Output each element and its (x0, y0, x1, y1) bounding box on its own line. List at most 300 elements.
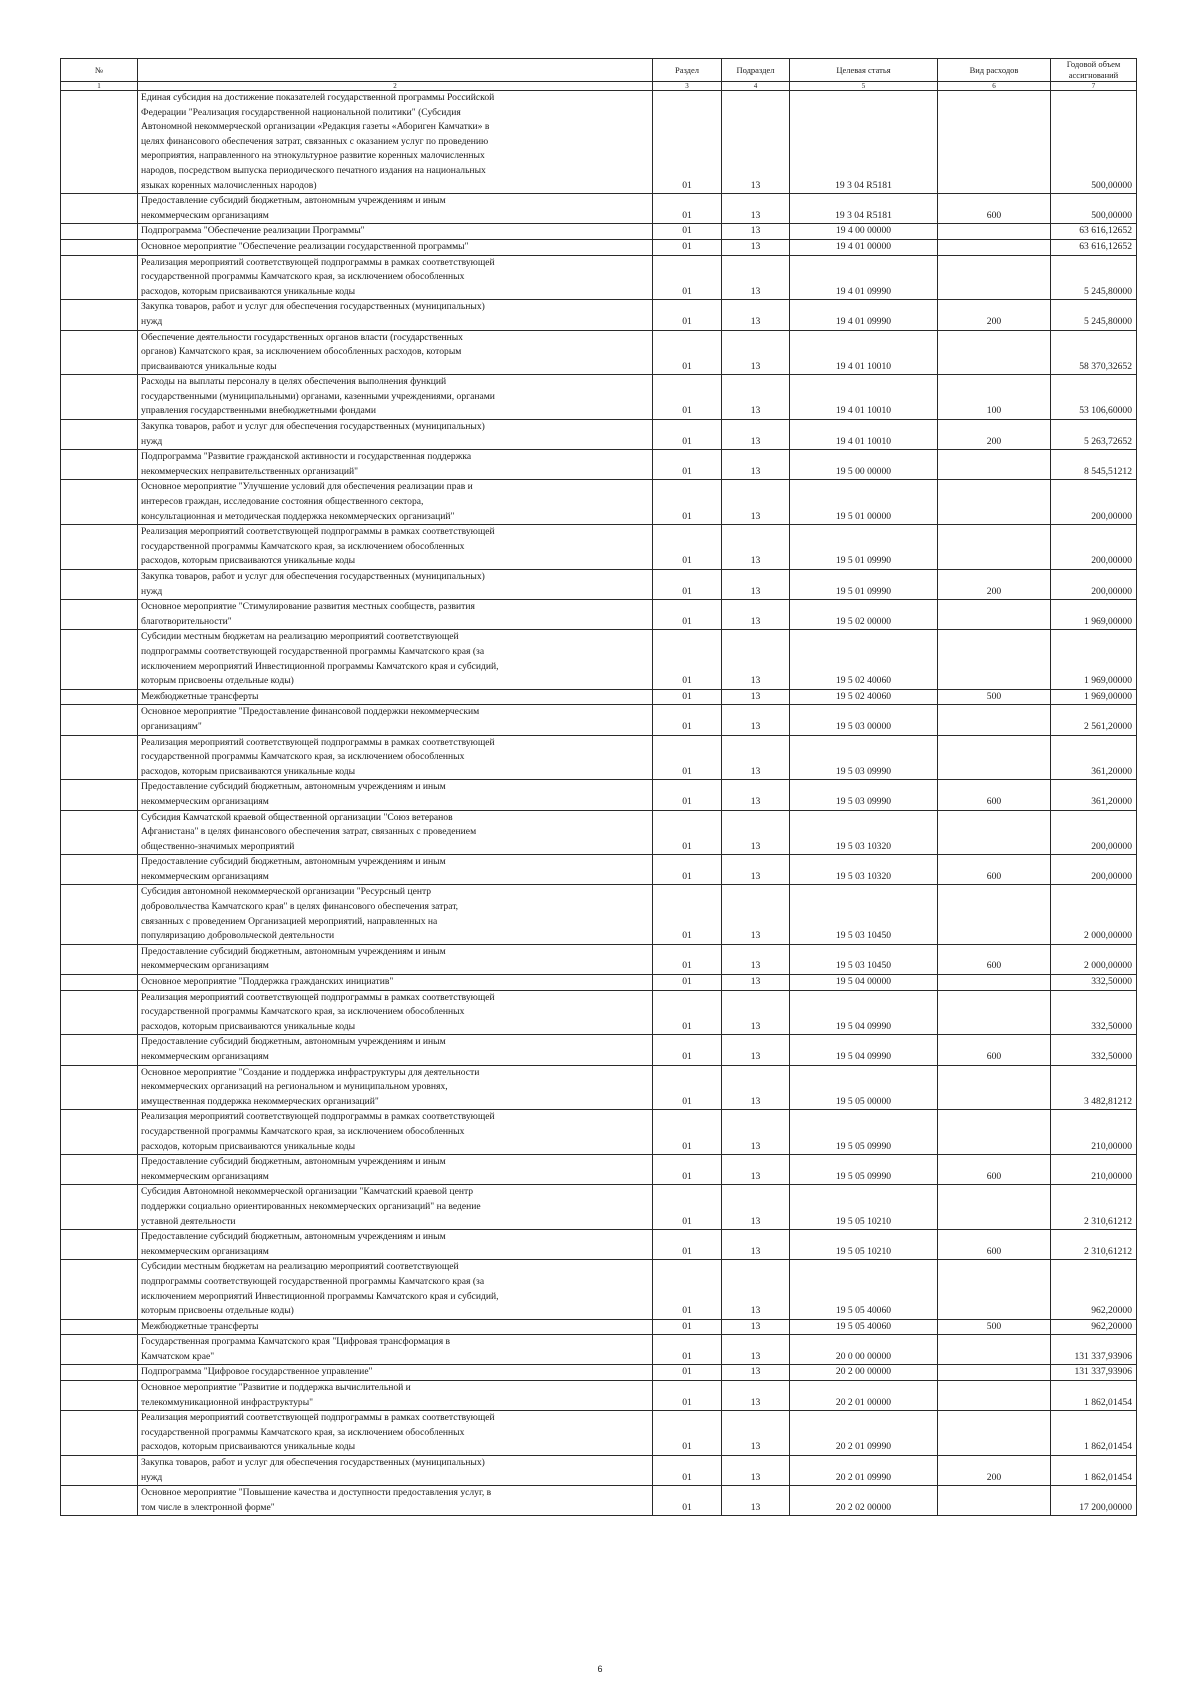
row-subsection-cell: 13 (722, 239, 790, 255)
table-row (61, 885, 1137, 944)
row-amount-cell: 2 561,20000 (1051, 705, 1137, 735)
row-target-item-cell: 19 3 04 R5181 (790, 91, 938, 194)
row-number-cell (61, 480, 138, 525)
row-name-cell: Основное мероприятие "Стимулирование развития местных сообществ, развития благотворительности" (138, 600, 653, 630)
table-row (61, 1230, 1137, 1260)
row-name-cell: Закупка товаров, работ и услуг для обеспечения государственных (муниципальных) нужд (138, 1456, 653, 1486)
row-number-cell (61, 525, 138, 570)
table-row (61, 1411, 1137, 1456)
table-row (61, 990, 1137, 1035)
row-expense-type-cell: 100 (938, 375, 1051, 420)
row-number-cell (61, 1319, 138, 1335)
row-expense-type-cell: 600 (938, 194, 1051, 224)
table-row (61, 944, 1137, 974)
row-section-cell: 01 (653, 420, 722, 450)
row-section-cell: 01 (653, 1260, 722, 1319)
table-row (61, 255, 1137, 300)
row-target-item-cell: 19 4 01 10010 (790, 330, 938, 375)
row-name-cell: Субсидия Камчатской краевой общественной организации "Союз ветеранов Афганистана" в целях финансового обеспечения затрат, связанных с проведением общественно-значимых мероприятий (138, 810, 653, 855)
row-subsection-cell: 13 (722, 1365, 790, 1381)
row-expense-type-cell (938, 735, 1051, 780)
table-row (61, 855, 1137, 885)
row-target-item-cell: 19 5 02 40060 (790, 689, 938, 705)
row-name-cell: Предоставление субсидий бюджетным, автономным учреждениям и иным некоммерческим организациям (138, 1035, 653, 1065)
row-subsection-cell: 13 (722, 1486, 790, 1516)
row-name-cell: Предоставление субсидий бюджетным, автономным учреждениям и иным некоммерческим организациям (138, 780, 653, 810)
row-expense-type-cell: 600 (938, 1155, 1051, 1185)
row-subsection-cell: 13 (722, 330, 790, 375)
row-subsection-cell: 13 (722, 810, 790, 855)
row-expense-type-cell (938, 630, 1051, 689)
table-row (61, 735, 1137, 780)
row-name-cell: Предоставление субсидий бюджетным, автономным учреждениям и иным некоммерческим организациям (138, 855, 653, 885)
row-target-item-cell: 19 5 03 10450 (790, 944, 938, 974)
row-name-cell: Межбюджетные трансферты (138, 689, 653, 705)
row-amount-cell: 2 000,00000 (1051, 944, 1137, 974)
row-name-cell: Расходы на выплаты персоналу в целях обеспечения выполнения функций государственными (муниципальными) органами, казенными учреждениями, органами управления государственными внебюджетными фондами (138, 375, 653, 420)
row-target-item-cell: 19 5 01 00000 (790, 480, 938, 525)
row-subsection-cell: 13 (722, 1065, 790, 1110)
row-target-item-cell: 19 4 01 10010 (790, 420, 938, 450)
row-target-item-cell: 19 4 01 09990 (790, 255, 938, 300)
table-row (61, 1110, 1137, 1155)
row-expense-type-cell (938, 990, 1051, 1035)
table-row (61, 375, 1137, 420)
row-subsection-cell: 13 (722, 300, 790, 330)
row-name-cell: Основное мероприятие "Поддержка гражданских инициатив" (138, 975, 653, 991)
row-subsection-cell: 13 (722, 1185, 790, 1230)
row-target-item-cell: 19 3 04 R5181 (790, 194, 938, 224)
row-subsection-cell: 13 (722, 975, 790, 991)
row-subsection-cell: 13 (722, 990, 790, 1035)
row-name-cell: Реализация мероприятий соответствующей подпрограммы в рамках соответствующей государственной программы Камчатского края, за исключением обособленных расходов, которым присваиваются уникальные коды (138, 255, 653, 300)
table-row (61, 450, 1137, 480)
row-expense-type-cell (938, 1335, 1051, 1365)
row-amount-cell: 200,00000 (1051, 480, 1137, 525)
row-number-cell (61, 630, 138, 689)
table-row (61, 1260, 1137, 1319)
row-target-item-cell: 19 5 05 10210 (790, 1230, 938, 1260)
row-subsection-cell: 13 (722, 855, 790, 885)
row-number-cell (61, 944, 138, 974)
header-row (61, 59, 1137, 82)
row-name-cell: Подпрограмма "Обеспечение реализации Программы" (138, 224, 653, 240)
row-name-cell: Основное мероприятие "Обеспечение реализации государственной программы" (138, 239, 653, 255)
row-number-cell (61, 990, 138, 1035)
row-name-cell: Основное мероприятие "Повышение качества и доступности предоставления услуг, в том числе в электронной форме" (138, 1486, 653, 1516)
row-section-cell: 01 (653, 1381, 722, 1411)
row-amount-cell: 2 310,61212 (1051, 1185, 1137, 1230)
row-number-cell (61, 1260, 138, 1319)
row-amount-cell: 361,20000 (1051, 780, 1137, 810)
row-target-item-cell: 19 5 03 10320 (790, 855, 938, 885)
row-subsection-cell: 13 (722, 525, 790, 570)
row-amount-cell: 332,50000 (1051, 1035, 1137, 1065)
row-amount-cell: 361,20000 (1051, 735, 1137, 780)
row-amount-cell: 63 616,12652 (1051, 239, 1137, 255)
row-target-item-cell: 20 2 01 00000 (790, 1381, 938, 1411)
row-section-cell: 01 (653, 1110, 722, 1155)
row-name-cell: Государственная программа Камчатского края "Цифровая трансформация в Камчатском крае" (138, 1335, 653, 1365)
row-section-cell: 01 (653, 975, 722, 991)
row-name-cell: Обеспечение деятельности государственных органов власти (государственных органов) Камчатского края, за исключением обособленных расходов, которым присваиваются уникальные коды (138, 330, 653, 375)
row-subsection-cell: 13 (722, 224, 790, 240)
row-amount-cell: 332,50000 (1051, 975, 1137, 991)
row-target-item-cell: 19 5 02 00000 (790, 600, 938, 630)
row-expense-type-cell (938, 1381, 1051, 1411)
row-expense-type-cell (938, 1365, 1051, 1381)
row-expense-type-cell (938, 1065, 1051, 1110)
row-section-cell: 01 (653, 1185, 722, 1230)
row-subsection-cell: 13 (722, 420, 790, 450)
row-expense-type-cell: 200 (938, 570, 1051, 600)
row-target-item-cell: 19 5 00 00000 (790, 450, 938, 480)
row-subsection-cell: 13 (722, 450, 790, 480)
row-expense-type-cell (938, 91, 1051, 194)
table-row (61, 194, 1137, 224)
row-target-item-cell: 19 5 01 09990 (790, 525, 938, 570)
row-name-cell: Подпрограмма "Развитие гражданской активности и государственная поддержка некоммерческих неправительственных организаций" (138, 450, 653, 480)
row-target-item-cell: 19 5 03 10450 (790, 885, 938, 944)
row-name-cell: Предоставление субсидий бюджетным, автономным учреждениям и иным некоммерческим организациям (138, 194, 653, 224)
row-expense-type-cell (938, 1411, 1051, 1456)
row-amount-cell: 500,00000 (1051, 91, 1137, 194)
row-amount-cell: 8 545,51212 (1051, 450, 1137, 480)
row-subsection-cell: 13 (722, 1155, 790, 1185)
row-amount-cell: 200,00000 (1051, 855, 1137, 885)
row-expense-type-cell (938, 600, 1051, 630)
row-target-item-cell: 19 4 01 09990 (790, 300, 938, 330)
table-row (61, 420, 1137, 450)
row-number-cell (61, 194, 138, 224)
row-target-item-cell: 19 5 05 40060 (790, 1319, 938, 1335)
row-section-cell: 01 (653, 1065, 722, 1110)
row-expense-type-cell (938, 1110, 1051, 1155)
row-expense-type-cell: 600 (938, 944, 1051, 974)
row-name-cell: Предоставление субсидий бюджетным, автономным учреждениям и иным некоммерческим организациям (138, 1155, 653, 1185)
row-section-cell: 01 (653, 525, 722, 570)
row-amount-cell: 1 969,00000 (1051, 630, 1137, 689)
row-name-cell: Реализация мероприятий соответствующей подпрограммы в рамках соответствующей государственной программы Камчатского края, за исключением обособленных расходов, которым присваиваются уникальные коды (138, 1411, 653, 1456)
header-subsection: Подраздел (722, 59, 790, 82)
row-name-cell: Реализация мероприятий соответствующей подпрограммы в рамках соответствующей государственной программы Камчатского края, за исключением обособленных расходов, которым присваиваются уникальные коды (138, 1110, 653, 1155)
row-expense-type-cell: 600 (938, 1035, 1051, 1065)
row-subsection-cell: 13 (722, 600, 790, 630)
row-number-cell (61, 885, 138, 944)
row-amount-cell: 962,20000 (1051, 1260, 1137, 1319)
row-subsection-cell: 13 (722, 630, 790, 689)
row-section-cell: 01 (653, 990, 722, 1035)
row-subsection-cell: 13 (722, 1110, 790, 1155)
row-name-cell: Основное мероприятие "Создание и поддержка инфраструктуры для деятельности некоммерческих организаций на региональном и муниципальном уровнях, имущественная поддержка некоммерческих организаций" (138, 1065, 653, 1110)
row-name-cell: Межбюджетные трансферты (138, 1319, 653, 1335)
row-name-cell: Реализация мероприятий соответствующей подпрограммы в рамках соответствующей государственной программы Камчатского края, за исключением обособленных расходов, которым присваиваются уникальные коды (138, 525, 653, 570)
header-expense-type: Вид расходов (938, 59, 1051, 82)
header-section: Раздел (653, 59, 722, 82)
header-num: № (61, 59, 138, 82)
row-target-item-cell: 19 5 03 00000 (790, 705, 938, 735)
table-row (61, 1319, 1137, 1335)
row-expense-type-cell: 600 (938, 780, 1051, 810)
row-section-cell: 01 (653, 780, 722, 810)
row-target-item-cell: 20 2 01 09990 (790, 1411, 938, 1456)
row-name-cell: Подпрограмма "Цифровое государственное управление" (138, 1365, 653, 1381)
row-name-cell: Закупка товаров, работ и услуг для обеспечения государственных (муниципальных) нужд (138, 570, 653, 600)
row-target-item-cell: 19 5 05 40060 (790, 1260, 938, 1319)
budget-table-sheet (60, 58, 1136, 1516)
row-number-cell (61, 1486, 138, 1516)
row-number-cell (61, 1110, 138, 1155)
table-row (61, 780, 1137, 810)
row-subsection-cell: 13 (722, 780, 790, 810)
row-section-cell: 01 (653, 480, 722, 525)
row-expense-type-cell (938, 975, 1051, 991)
row-name-cell: Основное мероприятие "Улучшение условий для обеспечения реализации прав и интересов граждан, исследование состояния общественного сектора, консультационная и методическая поддержка некоммерческих организаций" (138, 480, 653, 525)
row-target-item-cell: 19 5 05 10210 (790, 1185, 938, 1230)
row-expense-type-cell: 200 (938, 420, 1051, 450)
row-number-cell (61, 855, 138, 885)
row-section-cell: 01 (653, 1486, 722, 1516)
row-number-cell (61, 1365, 138, 1381)
table-row (61, 480, 1137, 525)
row-section-cell: 01 (653, 1335, 722, 1365)
row-amount-cell: 17 200,00000 (1051, 1486, 1137, 1516)
row-target-item-cell: 19 4 01 10010 (790, 375, 938, 420)
table-row (61, 330, 1137, 375)
row-section-cell: 01 (653, 735, 722, 780)
row-expense-type-cell (938, 224, 1051, 240)
table-row (61, 525, 1137, 570)
row-number-cell (61, 1411, 138, 1456)
row-amount-cell: 131 337,93906 (1051, 1335, 1137, 1365)
row-subsection-cell: 13 (722, 944, 790, 974)
row-amount-cell: 63 616,12652 (1051, 224, 1137, 240)
row-target-item-cell: 19 4 01 00000 (790, 239, 938, 255)
row-amount-cell: 131 337,93906 (1051, 1365, 1137, 1381)
table-row (61, 1185, 1137, 1230)
row-number-cell (61, 600, 138, 630)
column-index: 2 (138, 82, 653, 91)
row-name-cell: Закупка товаров, работ и услуг для обеспечения государственных (муниципальных) нужд (138, 420, 653, 450)
row-number-cell (61, 1185, 138, 1230)
row-subsection-cell: 13 (722, 1319, 790, 1335)
row-number-cell (61, 705, 138, 735)
row-amount-cell: 200,00000 (1051, 525, 1137, 570)
row-subsection-cell: 13 (722, 1411, 790, 1456)
row-subsection-cell: 13 (722, 91, 790, 194)
row-number-cell (61, 570, 138, 600)
table-row (61, 224, 1137, 240)
row-subsection-cell: 13 (722, 375, 790, 420)
row-expense-type-cell (938, 1486, 1051, 1516)
row-amount-cell: 5 263,72652 (1051, 420, 1137, 450)
row-expense-type-cell: 600 (938, 1230, 1051, 1260)
row-number-cell (61, 375, 138, 420)
row-number-cell (61, 975, 138, 991)
row-subsection-cell: 13 (722, 885, 790, 944)
row-section-cell: 01 (653, 1411, 722, 1456)
row-target-item-cell: 19 5 03 09990 (790, 735, 938, 780)
row-target-item-cell: 19 5 04 09990 (790, 990, 938, 1035)
row-target-item-cell: 20 2 01 09990 (790, 1456, 938, 1486)
row-amount-cell: 200,00000 (1051, 570, 1137, 600)
row-target-item-cell: 19 4 00 00000 (790, 224, 938, 240)
row-expense-type-cell (938, 239, 1051, 255)
row-number-cell (61, 780, 138, 810)
budget-table (60, 58, 1137, 1516)
table-row (61, 1365, 1137, 1381)
row-amount-cell: 210,00000 (1051, 1110, 1137, 1155)
row-target-item-cell: 19 5 02 40060 (790, 630, 938, 689)
row-amount-cell: 5 245,80000 (1051, 300, 1137, 330)
row-amount-cell: 5 245,80000 (1051, 255, 1137, 300)
row-number-cell (61, 1381, 138, 1411)
row-name-cell: Предоставление субсидий бюджетным, автономным учреждениям и иным некоммерческим организациям (138, 944, 653, 974)
column-index: 6 (938, 82, 1051, 91)
row-section-cell: 01 (653, 1035, 722, 1065)
row-number-cell (61, 1155, 138, 1185)
row-subsection-cell: 13 (722, 1456, 790, 1486)
row-expense-type-cell (938, 810, 1051, 855)
column-index: 3 (653, 82, 722, 91)
header-name (138, 59, 653, 82)
row-section-cell: 01 (653, 1155, 722, 1185)
row-amount-cell: 1 862,01454 (1051, 1456, 1137, 1486)
row-target-item-cell: 19 5 04 09990 (790, 1035, 938, 1065)
row-target-item-cell: 20 0 00 00000 (790, 1335, 938, 1365)
row-number-cell (61, 1456, 138, 1486)
table-row (61, 1035, 1137, 1065)
table-row (61, 689, 1137, 705)
row-section-cell: 01 (653, 885, 722, 944)
row-amount-cell: 2 310,61212 (1051, 1230, 1137, 1260)
row-number-cell (61, 239, 138, 255)
row-expense-type-cell (938, 255, 1051, 300)
table-row (61, 1155, 1137, 1185)
row-expense-type-cell (938, 705, 1051, 735)
row-section-cell: 01 (653, 1365, 722, 1381)
row-number-cell (61, 224, 138, 240)
row-name-cell: Закупка товаров, работ и услуг для обеспечения государственных (муниципальных) нужд (138, 300, 653, 330)
row-amount-cell: 200,00000 (1051, 810, 1137, 855)
header-annual-amount: Годовой объем ассигнований (1051, 59, 1137, 82)
row-target-item-cell: 20 2 02 00000 (790, 1486, 938, 1516)
row-name-cell: Реализация мероприятий соответствующей подпрограммы в рамках соответствующей государственной программы Камчатского края, за исключением обособленных расходов, которым присваиваются уникальные коды (138, 990, 653, 1035)
row-target-item-cell: 19 5 05 00000 (790, 1065, 938, 1110)
table-row (61, 91, 1137, 194)
row-expense-type-cell: 200 (938, 300, 1051, 330)
row-number-cell (61, 1035, 138, 1065)
row-amount-cell: 962,20000 (1051, 1319, 1137, 1335)
row-target-item-cell: 20 2 00 00000 (790, 1365, 938, 1381)
row-target-item-cell: 19 5 03 10320 (790, 810, 938, 855)
row-number-cell (61, 735, 138, 780)
row-subsection-cell: 13 (722, 705, 790, 735)
table-row (61, 570, 1137, 600)
row-name-cell: Реализация мероприятий соответствующей подпрограммы в рамках соответствующей государственной программы Камчатского края, за исключением обособленных расходов, которым присваиваются уникальные коды (138, 735, 653, 780)
row-section-cell: 01 (653, 330, 722, 375)
row-amount-cell: 53 106,60000 (1051, 375, 1137, 420)
row-section-cell: 01 (653, 600, 722, 630)
row-number-cell (61, 450, 138, 480)
table-row (61, 810, 1137, 855)
row-subsection-cell: 13 (722, 735, 790, 780)
row-section-cell: 01 (653, 224, 722, 240)
row-target-item-cell: 19 5 05 09990 (790, 1155, 938, 1185)
row-subsection-cell: 13 (722, 1230, 790, 1260)
row-number-cell (61, 1335, 138, 1365)
row-amount-cell: 1 862,01454 (1051, 1411, 1137, 1456)
row-subsection-cell: 13 (722, 570, 790, 600)
row-section-cell: 01 (653, 91, 722, 194)
row-name-cell: Основное мероприятие "Предоставление финансовой поддержки некоммерческим организациям" (138, 705, 653, 735)
row-name-cell: Основное мероприятие "Развитие и поддержка вычислительной и телекоммуникационной инфраструктуры" (138, 1381, 653, 1411)
row-amount-cell: 58 370,32652 (1051, 330, 1137, 375)
table-row (61, 630, 1137, 689)
row-expense-type-cell: 500 (938, 689, 1051, 705)
row-number-cell (61, 255, 138, 300)
row-section-cell: 01 (653, 239, 722, 255)
column-index: 5 (790, 82, 938, 91)
table-row (61, 1486, 1137, 1516)
row-number-cell (61, 330, 138, 375)
row-expense-type-cell (938, 885, 1051, 944)
row-number-cell (61, 300, 138, 330)
row-subsection-cell: 13 (722, 255, 790, 300)
row-section-cell: 01 (653, 450, 722, 480)
table-row (61, 600, 1137, 630)
row-expense-type-cell: 600 (938, 855, 1051, 885)
table-row (61, 300, 1137, 330)
row-section-cell: 01 (653, 255, 722, 300)
row-amount-cell: 210,00000 (1051, 1155, 1137, 1185)
row-expense-type-cell: 200 (938, 1456, 1051, 1486)
row-section-cell: 01 (653, 300, 722, 330)
row-number-cell (61, 1065, 138, 1110)
row-target-item-cell: 19 5 04 00000 (790, 975, 938, 991)
row-expense-type-cell (938, 330, 1051, 375)
row-section-cell: 01 (653, 855, 722, 885)
column-index: 7 (1051, 82, 1137, 91)
column-index: 1 (61, 82, 138, 91)
row-subsection-cell: 13 (722, 1381, 790, 1411)
row-number-cell (61, 810, 138, 855)
page-number: 6 (597, 1664, 603, 1674)
row-expense-type-cell (938, 1260, 1051, 1319)
row-section-cell: 01 (653, 1456, 722, 1486)
row-section-cell: 01 (653, 630, 722, 689)
row-number-cell (61, 1230, 138, 1260)
table-row (61, 1456, 1137, 1486)
row-name-cell: Субсидия Автономной некоммерческой организации "Камчатский краевой центр поддержки социально ориентированных некоммерческих организаций" на ведение уставной деятельности (138, 1185, 653, 1230)
row-amount-cell: 2 000,00000 (1051, 885, 1137, 944)
row-expense-type-cell (938, 450, 1051, 480)
table-row (61, 975, 1137, 991)
row-section-cell: 01 (653, 570, 722, 600)
row-amount-cell: 1 969,00000 (1051, 600, 1137, 630)
row-section-cell: 01 (653, 944, 722, 974)
row-subsection-cell: 13 (722, 689, 790, 705)
row-section-cell: 01 (653, 194, 722, 224)
row-subsection-cell: 13 (722, 194, 790, 224)
row-subsection-cell: 13 (722, 480, 790, 525)
row-name-cell: Субсидия автономной некоммерческой организации "Ресурсный центр добровольчества Камчатского края" в целях финансового обеспечения затрат, связанных с проведением Организацией мероприятий, направленных на популяризацию добровольческой деятельности (138, 885, 653, 944)
row-expense-type-cell: 500 (938, 1319, 1051, 1335)
row-amount-cell: 332,50000 (1051, 990, 1137, 1035)
row-section-cell: 01 (653, 810, 722, 855)
row-number-cell (61, 91, 138, 194)
row-name-cell: Субсидии местным бюджетам на реализацию мероприятий соответствующей подпрограммы соответствующей государственной программы Камчатского края (за исключением мероприятий Инвестиционной программы Камчатского края и субсидий, которым присвоены отдельные коды) (138, 1260, 653, 1319)
